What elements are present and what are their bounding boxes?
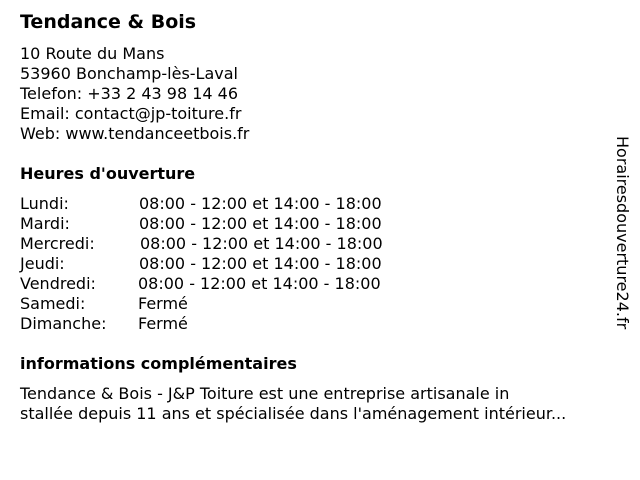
day-label: Lundi: — [20, 194, 69, 213]
day-hours: 08:00 - 12:00 et 14:00 - 18:00 — [139, 254, 382, 273]
opening-hours-list — [20, 194, 440, 334]
site-watermark: Horairesdouverture24.fr — [613, 136, 632, 330]
website-url: Web: www.tendanceetbois.fr — [20, 124, 250, 143]
hours-row-jeudi — [20, 254, 440, 274]
address-city: 53960 Bonchamp-lès-Laval — [20, 64, 238, 83]
day-label: Mercredi: — [20, 234, 95, 253]
day-hours: 08:00 - 12:00 et 14:00 - 18:00 — [139, 214, 382, 233]
day-label: Dimanche: — [20, 314, 107, 333]
day-label: Samedi: — [20, 294, 86, 313]
hours-row-dimanche — [20, 314, 440, 334]
email-address: Email: contact@jp-toiture.fr — [20, 104, 242, 123]
phone-number: Telefon: +33 2 43 98 14 46 — [20, 84, 239, 103]
hours-row-vendredi — [20, 274, 440, 294]
day-hours: 08:00 - 12:00 et 14:00 - 18:00 — [138, 274, 381, 293]
day-label: Mardi: — [20, 214, 70, 233]
description-line: stallée depuis 11 ans et spécialisée dans l'aménagement intérieur... — [20, 404, 567, 423]
hours-row-lundi — [20, 194, 440, 214]
day-label: Jeudi: — [20, 254, 65, 273]
business-description — [20, 384, 620, 424]
day-hours: Fermé — [138, 294, 188, 313]
day-label: Vendredi: — [20, 274, 96, 293]
address-street: 10 Route du Mans — [20, 44, 165, 63]
hours-row-mercredi — [20, 234, 440, 254]
hours-row-samedi — [20, 294, 440, 314]
day-hours: 08:00 - 12:00 et 14:00 - 18:00 — [139, 194, 382, 213]
hours-row-mardi — [20, 214, 440, 234]
additional-info-heading: informations complémentaires — [20, 354, 297, 373]
day-hours: Fermé — [138, 314, 188, 333]
description-line: Tendance & Bois - J&P Toiture est une entreprise artisanale in — [20, 384, 510, 403]
day-hours: 08:00 - 12:00 et 14:00 - 18:00 — [140, 234, 383, 253]
opening-hours-heading: Heures d'ouverture — [20, 164, 196, 183]
business-name: Tendance & Bois — [20, 11, 197, 33]
contact-block — [20, 44, 249, 144]
